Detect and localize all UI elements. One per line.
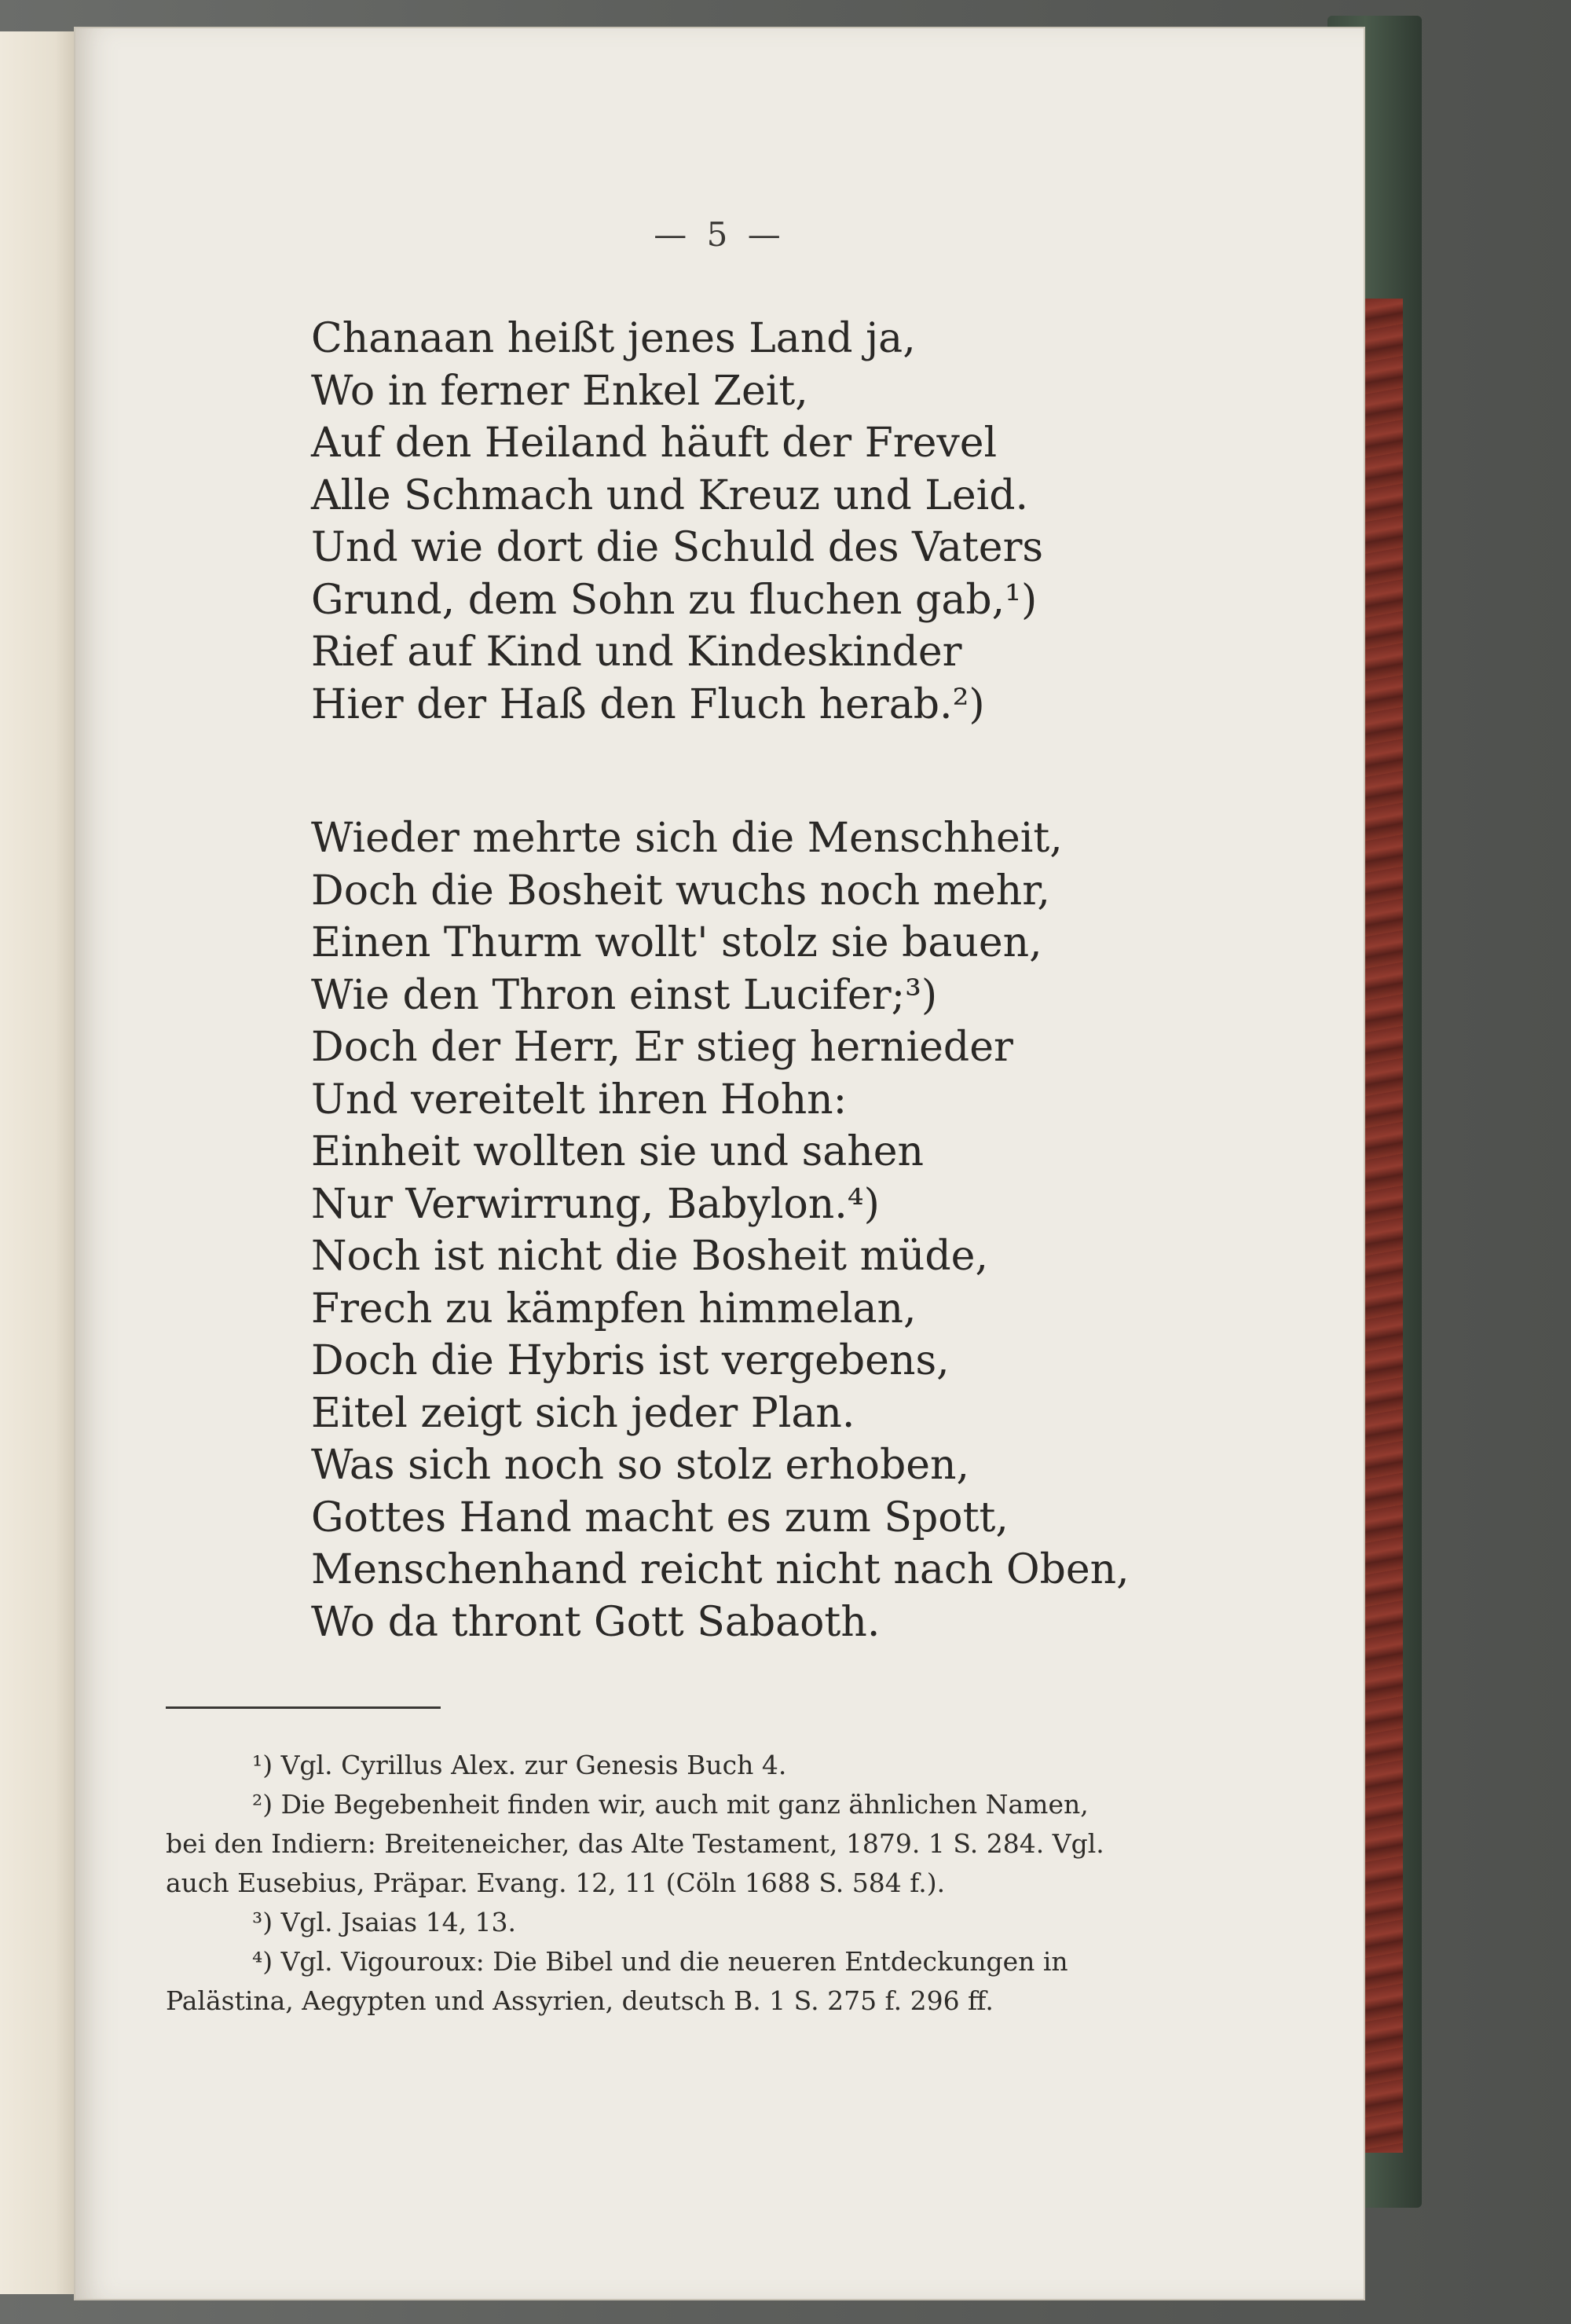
verse-line: Und vereitelt ihren Hohn: bbox=[311, 1076, 848, 1124]
footnotes bbox=[166, 1746, 1187, 2021]
left-page-sliver bbox=[0, 31, 79, 2294]
verse-line: Menschenhand reicht nicht nach Oben, bbox=[311, 1546, 1130, 1593]
verse-line: Gottes Hand macht es zum Spott, bbox=[311, 1494, 1009, 1541]
verse-line: Noch ist nicht die Bosheit müde, bbox=[311, 1233, 988, 1280]
marbled-page-edge bbox=[1365, 299, 1403, 2153]
verse-line: Alle Schmach und Kreuz und Leid. bbox=[311, 471, 1029, 519]
footnote-line: ²) Die Begebenheit finden wir, auch mit ganz ähnlichen Namen, bbox=[252, 1789, 1089, 1820]
verse-line: Was sich noch so stolz erhoben, bbox=[311, 1442, 970, 1489]
verse-line: Eitel zeigt sich jeder Plan. bbox=[311, 1389, 855, 1437]
footnote-line: ¹) Vgl. Cyrillus Alex. zur Genesis Buch 4. bbox=[252, 1750, 787, 1780]
verse-line: Rief auf Kind und Kindeskinder bbox=[311, 629, 962, 676]
stanza-2 bbox=[311, 812, 1332, 1648]
verse-line: Wieder mehrte sich die Menschheit, bbox=[311, 815, 1063, 862]
book-page bbox=[75, 28, 1364, 2299]
verse-line: Auf den Heiland häuft der Frevel bbox=[311, 420, 998, 467]
verse-line: Wie den Thron einst Lucifer;³) bbox=[311, 971, 938, 1019]
verse-line: Nur Verwirrung, Babylon.⁴) bbox=[311, 1180, 880, 1228]
verse-line: Einen Thurm wollt' stolz sie bauen, bbox=[311, 919, 1042, 966]
footnote-line: ³) Vgl. Jsaias 14, 13. bbox=[252, 1907, 517, 1937]
footnote-line: Palästina, Aegypten und Assyrien, deutsch B. 1 S. 275 f. 296 ff. bbox=[166, 1985, 994, 2016]
verse-line: Hier der Haß den Fluch herab.²) bbox=[311, 680, 985, 728]
verse-line: Chanaan heißt jenes Land ja, bbox=[311, 315, 916, 362]
stanza-1 bbox=[311, 313, 1332, 731]
page-number: — 5 — bbox=[654, 215, 786, 254]
footnote-line: bei den Indiern: Breiteneicher, das Alte Testament, 1879. 1 S. 284. Vgl. bbox=[166, 1828, 1104, 1859]
footnote-line: auch Eusebius, Präpar. Evang. 12, 11 (Cöln 1688 S. 584 f.). bbox=[166, 1868, 946, 1898]
verse-line: Grund, dem Sohn zu fluchen gab,¹) bbox=[311, 576, 1038, 624]
verse-line: Doch die Bosheit wuchs noch mehr, bbox=[311, 867, 1050, 915]
verse-line: Einheit wollten sie und sahen bbox=[311, 1128, 925, 1175]
footnote-divider bbox=[166, 1706, 441, 1709]
footnote-line: ⁴) Vgl. Vigouroux: Die Bibel und die neueren Entdeckungen in bbox=[252, 1946, 1068, 1977]
verse-line: Frech zu kämpfen himmelan, bbox=[311, 1285, 917, 1332]
verse-line: Doch der Herr, Er stieg hernieder bbox=[311, 1024, 1013, 1071]
verse-line: Und wie dort die Schuld des Vaters bbox=[311, 524, 1044, 571]
verse-line: Wo in ferner Enkel Zeit, bbox=[311, 367, 808, 415]
verse-line: Wo da thront Gott Sabaoth. bbox=[311, 1598, 881, 1646]
verse-line: Doch die Hybris ist vergebens, bbox=[311, 1337, 950, 1384]
